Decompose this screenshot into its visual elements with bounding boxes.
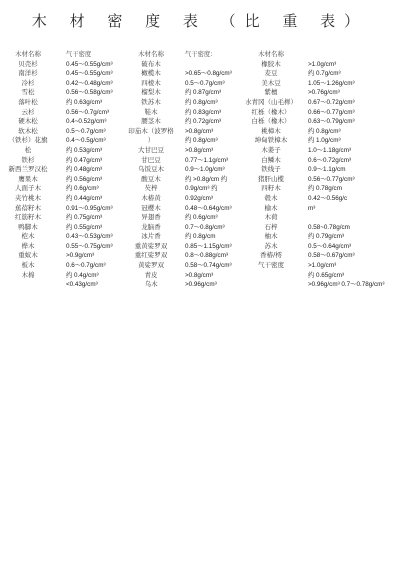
- wood-name: 青皮: [144, 270, 158, 279]
- density-value: 约 0.55g/cm³: [66, 223, 103, 231]
- wood-name: 四棱木: [141, 78, 161, 87]
- density-value: 0.85～1.15g/cm³: [185, 242, 232, 250]
- wood-name: 芡梓: [144, 184, 158, 193]
- wood-name: 四籽木: [261, 184, 281, 193]
- wood-name: 落叶松: [18, 97, 38, 106]
- wood-name: 木姜子: [261, 145, 281, 154]
- density-value: >0.9g/cm³: [66, 252, 95, 260]
- wood-name: 冰片香: [141, 232, 161, 241]
- wood-name: 蕉蓓籽木: [15, 203, 41, 212]
- density-value: 0.5～0.7g/cm³: [185, 79, 225, 87]
- wood-name: 橡胶木: [261, 59, 281, 68]
- wood-name: 铁苏木: [141, 97, 161, 106]
- density-value: 约 1.0g/cm³: [308, 137, 341, 145]
- density-value: 0.58~0.78g/cm: [308, 223, 350, 231]
- wood-name: 桃樟木: [261, 126, 281, 135]
- wood-name: 重黄娑罗双: [134, 241, 168, 250]
- wood-name: 腰茎木: [141, 117, 161, 126]
- density-value: 0.58～0.67g/cm³: [308, 252, 355, 260]
- wood-name: 紫檀: [264, 88, 278, 97]
- density-value: 0.42～0.48g/cm³: [66, 79, 113, 87]
- wood-name: 板木: [21, 261, 35, 270]
- wood-name: 破布木: [141, 59, 161, 68]
- density-value: 约 >0.8g/cm 约: [185, 175, 228, 183]
- density-value: 0.9～1.1g/cm: [308, 166, 346, 174]
- density-value: 约 0.6g/cm³: [66, 185, 99, 193]
- wood-name: 桤木: [21, 232, 35, 241]
- wood-name: 猪肝山榄: [258, 174, 284, 183]
- wood-name: 异翅香: [141, 213, 161, 222]
- wood-name: 松: [24, 145, 32, 154]
- density-value: 约 0.65g/cm³: [308, 271, 345, 279]
- density-value: 约 0.87g/cm³: [185, 89, 222, 97]
- density-value: 约 0.83g/cm³: [185, 108, 222, 116]
- density-value: 0.67～0.72g/cm³: [308, 98, 355, 106]
- wood-name: 新西兰罗汉松: [8, 165, 48, 174]
- density-value: 约 0.79g/cm³: [308, 233, 345, 241]
- density-value: 0.7～0.8g/cm³: [185, 223, 225, 231]
- density-value: 约 0.78g/cm: [308, 185, 342, 193]
- density-value: 约 0.6g/cm³: [185, 214, 218, 222]
- density-value: <0.43g/cm³: [66, 281, 98, 289]
- density-value: 0.56～0.77g/cm³: [308, 175, 355, 183]
- density-value: 0.45～0.55g/cm³: [66, 60, 113, 68]
- wood-name: 雪松: [21, 88, 35, 97]
- wood-name: 毂木: [264, 193, 278, 202]
- density-value: >0.76g/cm³: [308, 89, 340, 97]
- density-value: 1.05～1.26g/cm³: [308, 79, 355, 87]
- wood-name: 柚木: [264, 232, 278, 241]
- density-value: >1.0g/cm³: [308, 262, 337, 270]
- density-value: 约 0.48g/cm³: [66, 166, 103, 174]
- wood-name: 白栎（橡木）: [251, 117, 291, 126]
- density-value: >0.8g/cm³: [185, 127, 214, 135]
- wood-name: 白鳞木: [261, 155, 281, 164]
- density-value: 0.77～1.1g/cm³: [185, 156, 229, 164]
- density-value: 0.5～0.7g/cm³: [66, 127, 106, 135]
- density-value: >0.65～0.8g/cm³: [185, 70, 232, 78]
- density-value: 约 0.8g/cm³: [185, 137, 218, 145]
- wood-name: 香椿/樗: [260, 251, 282, 260]
- density-value: >0.8g/cm³: [185, 146, 214, 154]
- density-value: 0.92g/cm³: [185, 194, 213, 202]
- wood-name: 酸豆木: [141, 174, 161, 183]
- density-value: 约 0.63g/cm³: [66, 98, 103, 106]
- density-value: 0.58～0.74g/cm³: [185, 262, 232, 270]
- wood-name: 麦豆: [264, 69, 278, 78]
- wood-name: 重蚁木: [18, 251, 38, 260]
- density-value: 0.56～0.58g/cm³: [66, 89, 113, 97]
- header-name: 木材名称: [258, 50, 284, 58]
- density-value: 0.66～0.77g/cm³: [308, 108, 355, 116]
- wood-name: 冷杉: [21, 78, 35, 87]
- density-value: 0.43～0.53g/cm³: [66, 233, 113, 241]
- wood-name: 软木松: [18, 126, 38, 135]
- wood-name: 硬木松: [18, 117, 38, 126]
- density-value: 约 0.8g/cm: [185, 233, 216, 241]
- wood-name: （铁杉）花旗: [8, 136, 48, 145]
- density-value: 0.6～0.72g/cm³: [308, 156, 352, 164]
- density-value: 0.9～1.0g/cm³: [185, 166, 225, 174]
- density-value: 0.4～0.5g/cm³: [66, 137, 106, 145]
- density-value: 约 0.75g/cm³: [66, 214, 103, 222]
- wood-name: 橄榄木: [141, 69, 161, 78]
- wood-name: 黄娑罗双: [138, 261, 164, 270]
- density-value: 0.8～0.88g/cm³: [185, 252, 229, 260]
- wood-name: 夹竹桃木: [15, 193, 41, 202]
- wood-name: 云杉: [21, 107, 35, 116]
- wood-name: 红筋籽木: [15, 213, 41, 222]
- wood-name: 鸭脚木: [18, 222, 38, 231]
- wood-name: 木椿黄: [141, 193, 161, 202]
- wood-name: 桦木: [21, 241, 35, 250]
- wood-name: 大甘巴豆: [138, 145, 164, 154]
- header-density: 气干密度: [66, 51, 92, 58]
- density-value: 0.6～0.7g/cm³: [66, 262, 106, 270]
- density-value: 约 0.4g/cm³: [66, 271, 99, 279]
- density-value: 0.4~0.52g/cm³: [66, 118, 107, 126]
- density-value: 约 0.7g/cm³: [308, 70, 341, 78]
- density-value: 约 0.8g/cm³: [308, 127, 341, 135]
- density-value: >0.96g/cm³: [185, 281, 217, 289]
- density-value: >1.0g/cm³: [308, 60, 337, 68]
- density-value: >0.8g/cm³: [185, 271, 214, 279]
- header-density: 气干密度：: [185, 51, 217, 58]
- density-value: 0.45～0.55g/cm³: [66, 70, 113, 78]
- density-value: 约 0.56g/cm³: [66, 175, 103, 183]
- density-value: 0.42～0.56g/c: [308, 194, 348, 202]
- wood-name: 龙脑香: [141, 222, 161, 231]
- wood-name: 重红娑罗双: [134, 251, 168, 260]
- wood-name: 甘巴豆: [141, 155, 161, 164]
- density-value: 0.5～0.64g/cm³: [308, 242, 352, 250]
- wood-name: 榴梨木: [141, 88, 161, 97]
- density-value: 0.9g/cm³ 约: [185, 185, 218, 193]
- wood-name: 木荷: [264, 213, 278, 222]
- density-value: 0.56～0.7g/cm³: [66, 108, 110, 116]
- density-value: m³: [308, 204, 316, 212]
- wood-name: 苏木: [264, 241, 278, 250]
- wood-name: 人面子木: [15, 184, 41, 193]
- wood-name: 水青冈（山毛榉）: [245, 97, 297, 106]
- wood-name: 印茄木（波罗格: [128, 126, 174, 135]
- density-value: 0.91～0.95g/cm³: [66, 204, 113, 212]
- wood-name: 红栎（橡木）: [251, 107, 291, 116]
- page-title: 木 材 密 度 表 （比 重 表）: [31, 12, 369, 30]
- wood-name: 南洋杉: [18, 69, 38, 78]
- density-value: >0.96g/cm³ 0.7～0.78g/cm³: [308, 281, 385, 289]
- wood-name: 木棉: [21, 270, 35, 279]
- wood-name: 乌木: [144, 280, 158, 289]
- wood-name: 贝壳杉: [18, 59, 38, 68]
- wood-name: 美木豆: [261, 78, 281, 87]
- wood-name: 冠樱木: [141, 203, 161, 212]
- wood-name: 铁线子: [261, 165, 281, 174]
- density-value: 0.55～0.75g/cm³: [66, 242, 113, 250]
- wood-name: 石梓: [264, 222, 278, 231]
- density-value: 约 0.53g/cm³: [66, 146, 103, 154]
- header-name: 木材名称: [15, 50, 41, 58]
- density-value: 约 0.72g/cm³: [185, 118, 222, 126]
- wood-name: 榆木: [264, 203, 278, 212]
- density-value: 约 0.47g/cm³: [66, 156, 103, 164]
- density-value: 0.48～0.64g/cm³: [185, 204, 232, 212]
- header-name: 木材名称: [138, 50, 164, 58]
- density-value: 1.0～1.18g/cm³: [308, 146, 352, 154]
- wood-name: 铁杉: [21, 155, 35, 164]
- wood-name: 气干密度: [258, 261, 284, 270]
- density-value: 约 0.44g/cm³: [66, 194, 103, 202]
- wood-name: 乌饭豆木: [138, 165, 164, 174]
- density-value: 0.63～0.79g/cm³: [308, 118, 355, 126]
- wood-name: 鹰果木: [18, 174, 38, 183]
- wood-name: 鞋木: [144, 107, 158, 116]
- wood-name: 坤甸铁樟木: [254, 136, 288, 145]
- density-value: 约 0.8g/cm³: [185, 98, 218, 106]
- wood-name: ）: [147, 136, 155, 145]
